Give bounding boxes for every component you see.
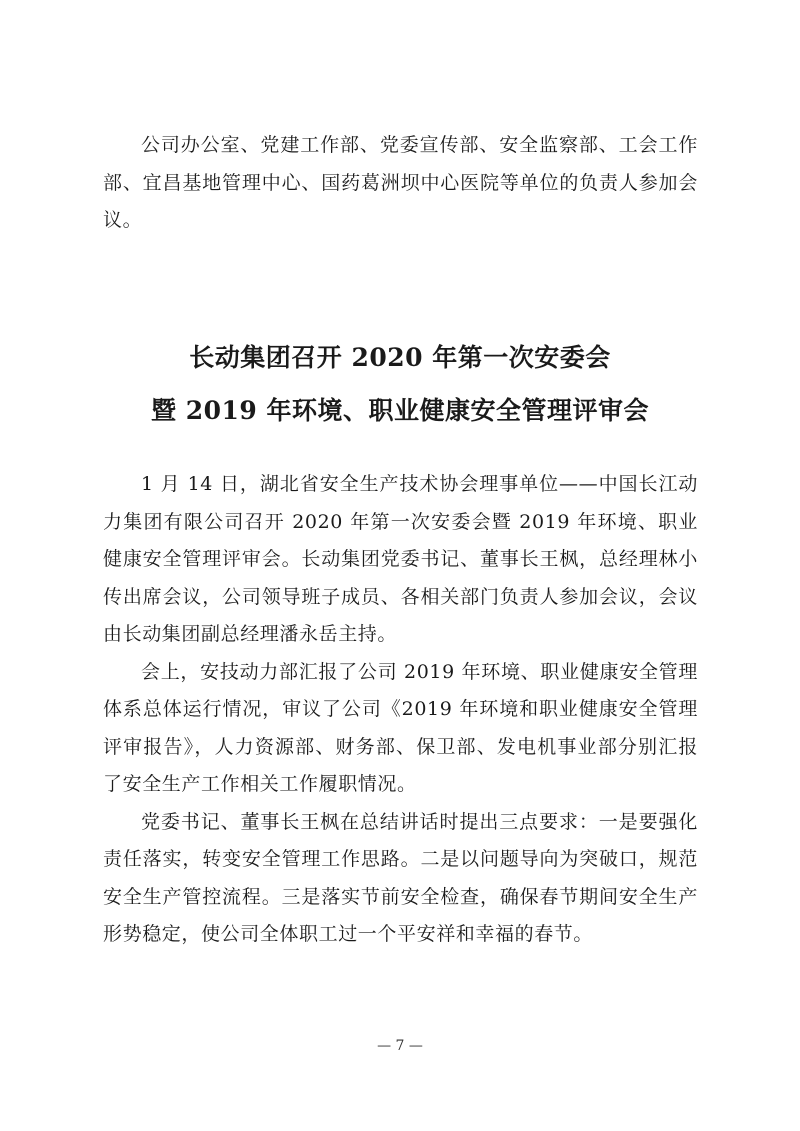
page-number: — 7 —	[377, 1038, 423, 1054]
article-title-line-2: 暨 2019 年环境、职业健康安全管理评审会	[151, 396, 649, 425]
article-body	[103, 466, 698, 954]
article-title-line-1: 长动集团召开 2020 年第一次安委会	[189, 343, 611, 372]
article-paragraph: 党委书记、董事长王枫在总结讲话时提出三点要求：一是要强化责任落实，转变安全管理工作思路。二是以问题导向为突破口，规范安全生产管控流程。三是落实节前安全检查，确保春节期间安全生产形势稳定，使公司全体职工过一个平安祥和幸福的春节。	[103, 810, 698, 945]
article-paragraph: 会上，安技动力部汇报了公司 2019 年环境、职业健康安全管理体系总体运行情况，审议了公司《2019 年环境和职业健康安全管理评审报告》，人力资源部、财务部、保卫部、发电机事业部分别汇报了安全生产工作相关工作履职情况。	[103, 660, 698, 795]
article-paragraph: 1 月 14 日，湖北省安全生产技术协会理事单位——中国长江动力集团有限公司召开 2020 年第一次安委会暨 2019 年环境、职业健康安全管理评审会。长动集团党委书记、董事长王枫，总经理林小传出席会议，公司领导班子成员、各相关部门负责人参加会议，会议由长动集团副总经理潘永岳主持。	[103, 473, 698, 645]
intro-section	[103, 127, 698, 240]
intro-paragraph: 公司办公室、党建工作部、党委宣传部、安全监察部、工会工作部、宜昌基地管理中心、国药葛洲坝中心医院等单位的负责人参加会议。	[103, 134, 698, 231]
